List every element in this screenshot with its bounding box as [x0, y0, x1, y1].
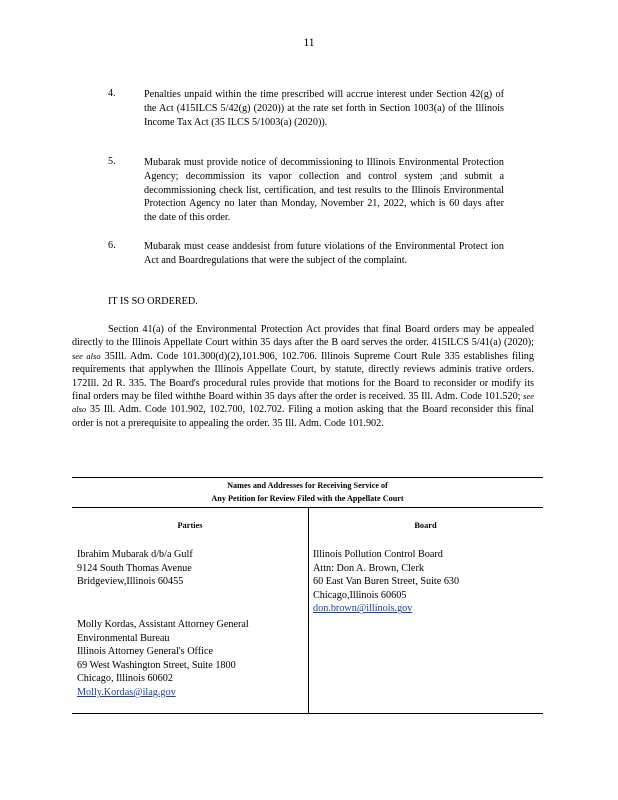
address-line: Chicago,Illinois 60605 [313, 589, 407, 601]
table-top-rule [72, 477, 543, 478]
item-number: 4. [108, 88, 116, 99]
address-line: Environmental Bureau [77, 632, 170, 644]
party-address-kordas [77, 618, 249, 700]
address-line: Illinois Pollution Control Board [313, 549, 443, 560]
table-bottom-rule [72, 713, 543, 714]
paragraph-part: Section 41(a) of the Environmental Protection Act provides that final Board orders may be appealed directly to the Illinois Appellate Court within 35 days after the B oard serves the order. 415ILCS 5/41(a) (2020); [72, 324, 534, 349]
see-also: see also [72, 350, 101, 361]
address-line: 9124 South Thomas Avenue [77, 562, 192, 574]
item-number: 5. [108, 156, 116, 167]
address-line: Molly Kordas, Assistant Attorney General [77, 619, 249, 630]
address-line: Chicago, Illinois 60602 [77, 673, 173, 685]
item-text: Mubarak must provide notice of decommissioning to Illinois Environmental Protection Agency; decommission its vapor collection and control system ;and submit a decommissioning check list, certification, and test results to the Illinois Environmental Protection Agency no later than Monday, November 21, 2022, which is 60 days after the date of this order. [144, 157, 504, 224]
header-line-1: Names and Addresses for Receiving Service of [227, 481, 388, 490]
item-text: Penalties unpaid within the time prescribed will accrue interest under Section 42(g) of the Act (415ILCS 5/42(g) (2020)) at the rate set forth in Section 1003(a) of the Illinois Income Tax Act (35 ILCS 5/1003(a) (2020)). [144, 89, 504, 128]
page-number: 11 [303, 37, 315, 49]
address-line: 60 East Van Buren Street, Suite 630 [313, 576, 460, 588]
paragraph-part: 35 Ill. Adm. Code 101.902, 102.700, 102.702. Filing a motion asking that the Board reconsider this final order is not a prerequisite to appealing the order. 35 Ill. Adm. Code 101.902. [72, 404, 535, 429]
board-column-heading: Board [414, 521, 437, 530]
party-address-mubarak [77, 548, 193, 589]
see-also: see also [72, 391, 534, 415]
item-number: 6. [108, 240, 116, 251]
email-link[interactable]: Molly.Kordas@ilag.gov [77, 686, 176, 698]
appeal-rights-paragraph [72, 323, 534, 430]
paragraph-part: 35Ill. Adm. Code 101.300(d)(2),101.906, 102.706. Illinois Supreme Court Rule 335 establishes filing requirements that applywhen the Illinois Appellate Court, by statute, directly reviews adminis trative orders. 172Ill. 2d R. 335. The Board's procedural rules provide that motions for the Board to reconsider or modify its final orders may be filed withthe Board within 35 days after the order is received. 35 Ill. Adm. Code 101.520; [72, 350, 534, 403]
address-line: Ibrahim Mubarak d/b/a Gulf [77, 549, 193, 560]
item-text: Mubarak must cease anddesist from future violations of the Environmental Protect ion Act and Boardregulations that were the subject of the complaint. [144, 241, 504, 266]
board-address [313, 548, 459, 616]
header-line-2: Any Petition for Review Filed with the Appellate Court [211, 493, 404, 503]
email-link[interactable]: don.brown@illinois.gov [313, 603, 413, 615]
table-column-divider [308, 507, 309, 714]
address-line: Illinois Attorney General's Office [77, 646, 214, 658]
address-line: 69 West Washington Street, Suite 1800 [77, 659, 236, 671]
address-line: Bridgeview,Illinois 60455 [77, 576, 184, 588]
parties-column-heading: Parties [177, 521, 203, 530]
so-ordered: IT IS SO ORDERED. [108, 296, 198, 307]
address-line: Attn: Don A. Brown, Clerk [313, 562, 424, 574]
service-table-header [72, 480, 543, 505]
